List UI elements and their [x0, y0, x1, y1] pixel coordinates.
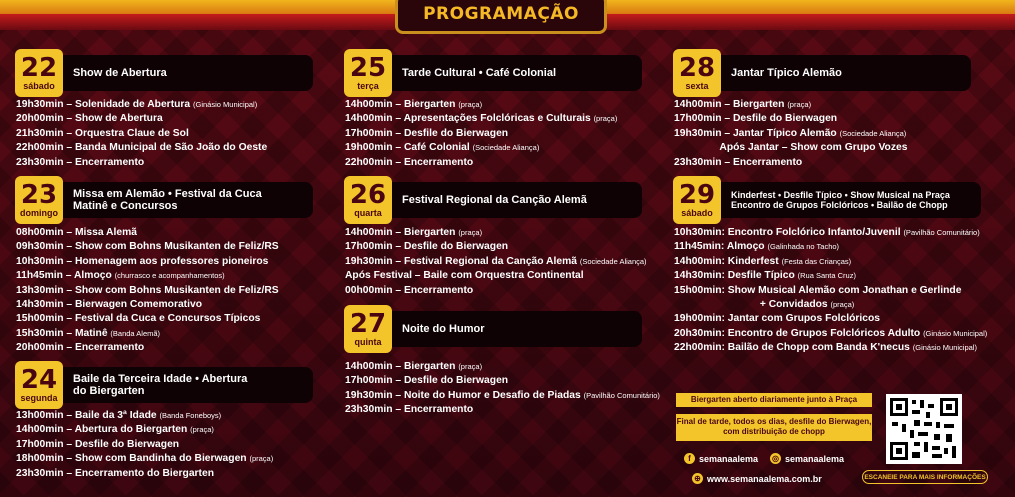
schedule-item-text: 22h00min – Encerramento [345, 156, 474, 168]
bierwagen-note-line1: Final de tarde, todos os dias, desfile do Bierwagen, [676, 417, 872, 426]
facebook-icon: f [684, 453, 695, 464]
schedule-item [345, 360, 660, 374]
schedule-item [345, 284, 647, 298]
instagram-icon: ◎ [770, 453, 781, 464]
schedule-item-venue: (Banda Foneboys) [159, 411, 222, 420]
schedule-item-text: 14h30min – Bierwagen Comemorativo [16, 299, 202, 311]
facebook-handle: semanaalema [699, 453, 759, 464]
schedule-item [674, 269, 987, 283]
schedule-item-text: 10h30min – Homenagem aos professores pioneiros [16, 255, 269, 267]
schedule-item [674, 156, 907, 170]
schedule-item-venue: (Sociedade Aliança) [472, 143, 540, 153]
schedule-item-text: 11h45min: Almoço [674, 241, 768, 253]
schedule-item-text: 00h00min – Encerramento [345, 284, 474, 296]
weekday-label: segunda [20, 393, 58, 403]
schedule-item [16, 226, 279, 240]
schedule-item [345, 255, 647, 269]
schedule-item-text: 11h45min – Almoço [16, 270, 115, 282]
schedule-item [16, 127, 267, 141]
schedule-item-venue: (Galinhada no Tacho) [767, 242, 840, 252]
schedule-item [345, 240, 647, 254]
schedule-item-venue: (Sociedade Aliança) [579, 256, 647, 266]
qr-caption-text: ESCANEIE PARA MAIS INFORMAÇÕES [864, 473, 986, 481]
day-header-22 [15, 49, 313, 97]
schedule-item-text: 14h00min – Abertura do Biergarten [16, 424, 191, 436]
schedule-item [674, 341, 987, 355]
day-header-27 [344, 305, 642, 353]
schedule-item [345, 389, 660, 403]
schedule-item-venue: (praça) [458, 362, 483, 371]
schedule-item [16, 452, 273, 466]
qr-caption [862, 470, 988, 484]
schedule-item-venue: (Rua Santa Cruz) [797, 271, 856, 281]
schedule-item-text: 19h30min – Noite do Humor e Desafio de Piadas [345, 389, 584, 401]
schedule-item-venue: (praça) [249, 454, 274, 464]
schedule-item-venue: (Pavilhão Comunitário) [903, 228, 980, 237]
date-number: 26 [349, 180, 387, 210]
biergarten-note-text: Biergarten aberto diariamente junto à Praça [690, 395, 858, 404]
event-heading [392, 55, 642, 91]
schedule-item [16, 240, 279, 254]
schedule-item [16, 255, 279, 269]
schedule-item-venue: (Banda Alemã) [110, 328, 161, 338]
schedule-item-venue: (churrasco e acompanhamentos) [114, 271, 225, 281]
schedule-item [674, 284, 987, 298]
schedule-item [674, 298, 987, 312]
schedule-item-text: 17h00min – Desfile do Bierwagen [345, 241, 509, 253]
schedule-list-23 [16, 226, 279, 356]
schedule-item-venue: (praça) [830, 300, 855, 310]
event-heading-line: Tarde Cultural • Café Colonial [402, 67, 556, 79]
date-badge [673, 49, 721, 97]
schedule-item [345, 112, 617, 126]
schedule-item-text: 10h30min: Encontro Folclórico Infanto/Juvenil [674, 227, 904, 238]
day-header-26 [344, 176, 642, 224]
schedule-item [345, 156, 617, 170]
schedule-item [16, 312, 279, 326]
schedule-item-text: 17h00min – Desfile do Bierwagen [345, 375, 509, 387]
event-heading [392, 182, 642, 218]
schedule-item [674, 226, 987, 240]
schedule-item-text: 09h30min – Show com Bohns Musikanten de Feliz/RS [16, 241, 279, 253]
schedule-item [345, 127, 617, 141]
event-heading [63, 55, 313, 91]
schedule-item-text: 19h00min – Café Colonial [345, 142, 473, 154]
schedule-item-text: 21h30min – Orquestra Claue de Sol [16, 127, 189, 139]
schedule-item-text: 18h00min – Show com Bandinha do Bierwagen [16, 453, 250, 465]
event-heading-line: Matinê e Concursos [73, 200, 178, 212]
schedule-item [345, 403, 660, 417]
page-title: PROGRAMAÇÃO [423, 4, 579, 24]
schedule-item-text: 14h00min – Biergarten [345, 227, 459, 238]
schedule-item-text: 19h30min – Festival Regional da Canção Alemã [345, 255, 580, 267]
schedule-item-text: 22h00min – Banda Municipal de São João do Oeste [16, 142, 268, 154]
schedule-item-text: 13h00min – Baile da 3ª Idade [16, 410, 160, 421]
schedule-item-text: 19h00min: Jantar com Grupos Folclóricos [674, 313, 880, 325]
bierwagen-note [676, 414, 872, 441]
schedule-item-venue: (Sociedade Aliança) [839, 128, 907, 138]
schedule-item [345, 98, 617, 112]
schedule-item-text: 23h30min – Encerramento [345, 404, 474, 416]
schedule-item [16, 423, 273, 437]
website-url: www.semanaalema.com.br [707, 473, 822, 484]
schedule-item [16, 98, 267, 112]
date-number: 22 [20, 53, 58, 83]
schedule-item [16, 341, 279, 355]
weekday-label: domingo [20, 208, 58, 218]
event-heading [63, 182, 313, 218]
schedule-item [16, 269, 279, 283]
schedule-item-venue: (Ginásio Municipal) [923, 328, 988, 338]
schedule-item [16, 298, 279, 312]
schedule-list-24 [16, 409, 273, 481]
schedule-list-28 [674, 98, 907, 170]
date-number: 24 [20, 365, 58, 395]
schedule-list-29 [674, 226, 987, 356]
date-badge [15, 361, 63, 409]
schedule-item [16, 112, 267, 126]
schedule-item-text: Após Jantar – Show com Grupo Vozes [674, 142, 908, 154]
schedule-item-venue: (Ginásio Municipal) [193, 100, 258, 109]
schedule-item-text: 15h00min: Show Musical Alemão com Jonathan e Gerlinde [674, 284, 962, 296]
schedule-item-text: Após Festival – Baile com Orquestra Continental [345, 270, 584, 282]
event-heading-line: Missa em Alemão • Festival da Cuca [73, 188, 262, 200]
schedule-item-text: 23h30min – Encerramento [674, 156, 803, 168]
schedule-item [674, 327, 987, 341]
schedule-item-text: 17h00min – Desfile do Bierwagen [16, 438, 180, 450]
schedule-item-text: 20h00min – Encerramento [16, 342, 145, 354]
weekday-label: terça [357, 81, 379, 91]
schedule-item-venue: (Ginásio Municipal) [912, 343, 977, 353]
schedule-item-venue: (Festa das Crianças) [781, 256, 852, 266]
schedule-list-25 [345, 98, 617, 170]
schedule-item [674, 98, 907, 112]
weekday-label: quinta [354, 337, 382, 347]
schedule-item-text: 08h00min – Missa Alemã [16, 227, 137, 238]
schedule-item-venue: (praça) [458, 228, 483, 237]
title-plate [395, 0, 607, 34]
schedule-item [674, 240, 987, 254]
schedule-item [16, 409, 273, 423]
schedule-item-text: 14h00min: Kinderfest [674, 255, 782, 267]
day-header-28 [673, 49, 971, 97]
date-number: 25 [349, 53, 387, 83]
website-link[interactable] [692, 473, 822, 484]
schedule-item [345, 226, 647, 240]
date-badge [344, 176, 392, 224]
schedule-item [16, 156, 267, 170]
schedule-item-text: 14h00min – Biergarten [674, 99, 788, 110]
schedule-item [674, 141, 907, 155]
qr-code[interactable] [886, 394, 962, 464]
event-heading [721, 182, 981, 218]
event-heading-line: Show de Abertura [73, 67, 167, 79]
schedule-item-text: 23h30min – Encerramento [16, 156, 145, 168]
date-number: 28 [678, 53, 716, 83]
schedule-item [674, 127, 907, 141]
weekday-label: sábado [23, 81, 55, 91]
schedule-item [345, 269, 647, 283]
schedule-item [16, 327, 279, 341]
schedule-item-venue: (praça) [787, 100, 812, 109]
schedule-list-26 [345, 226, 647, 298]
schedule-item [345, 374, 660, 388]
schedule-item-text: 20h00min – Show de Abertura [16, 113, 163, 125]
schedule-item-text: 19h30min – Solenidade de Abertura [16, 99, 194, 110]
schedule-item [16, 467, 273, 481]
schedule-item-venue: (praça) [458, 100, 483, 109]
schedule-item-venue: (praça) [190, 425, 214, 435]
schedule-item [674, 112, 907, 126]
day-header-24 [15, 361, 313, 409]
schedule-item-text: 17h00min – Desfile do Bierwagen [345, 127, 509, 139]
date-number: 29 [678, 180, 716, 210]
weekday-label: sexta [685, 81, 709, 91]
date-badge [344, 305, 392, 353]
schedule-item-text: + Convidados [674, 299, 831, 311]
schedule-item [16, 141, 267, 155]
date-badge [15, 176, 63, 224]
schedule-item-text: 13h30min – Show com Bohns Musikanten de Feliz/RS [16, 284, 279, 296]
date-number: 27 [349, 309, 387, 339]
weekday-label: quarta [354, 208, 382, 218]
bierwagen-note-line2: com distribuição de chopp [723, 427, 825, 436]
schedule-item [674, 255, 987, 269]
schedule-list-22 [16, 98, 267, 170]
schedule-list-27 [345, 360, 660, 418]
schedule-item-venue: (praça) [593, 114, 618, 124]
schedule-item-text: 17h00min – Desfile do Bierwagen [674, 113, 838, 125]
date-badge [15, 49, 63, 97]
event-heading-line: Baile da Terceira Idade • Abertura [73, 373, 248, 385]
date-badge [344, 49, 392, 97]
event-heading-line: Encontro de Grupos Folclóricos • Bailão de Chopp [731, 200, 948, 210]
event-heading [721, 55, 971, 91]
event-heading-line: Noite do Humor [402, 323, 485, 335]
event-heading-line: Kinderfest • Desfile Típico • Show Musical na Praça [731, 190, 950, 200]
day-header-25 [344, 49, 642, 97]
date-number: 23 [20, 180, 58, 210]
schedule-item [16, 284, 279, 298]
schedule-item [674, 312, 987, 326]
day-header-29 [673, 176, 981, 224]
schedule-item-text: 15h00min – Festival da Cuca e Concursos Típicos [16, 313, 261, 325]
schedule-item-text: 14h30min: Desfile Típico [674, 270, 798, 282]
event-heading-line: Festival Regional da Canção Alemã [402, 194, 587, 206]
schedule-item-text: 14h00min – Apresentações Folclóricas e Culturais [345, 113, 594, 125]
event-heading-line: do Biergarten [73, 385, 145, 397]
schedule-item [16, 438, 273, 452]
facebook-link[interactable] [684, 453, 758, 464]
event-heading [392, 311, 642, 347]
schedule-item-text: 15h30min – Matinê [16, 327, 111, 339]
schedule-item-venue: (Pavilhão Comunitário) [583, 390, 660, 400]
schedule-item-text: 19h30min – Jantar Típico Alemão [674, 127, 840, 139]
day-header-23 [15, 176, 313, 224]
schedule-item-text: 14h00min – Biergarten [345, 361, 459, 372]
instagram-link[interactable] [770, 453, 844, 464]
weekday-label: sábado [681, 208, 713, 218]
globe-icon: ⊕ [692, 473, 703, 484]
schedule-item-text: 22h00min: Bailão de Chopp com Banda K'necus [674, 342, 913, 354]
biergarten-note [676, 393, 872, 407]
instagram-handle: semanaalema [785, 453, 845, 464]
schedule-item-text: 20h30min: Encontro de Grupos Folclóricos Adulto [674, 327, 924, 339]
event-heading-line: Jantar Típico Alemão [731, 67, 842, 79]
schedule-item-text: 23h30min – Encerramento do Biergarten [16, 467, 214, 479]
date-badge [673, 176, 721, 224]
schedule-item [345, 141, 617, 155]
schedule-item-text: 14h00min – Biergarten [345, 99, 459, 110]
event-heading [63, 367, 313, 403]
